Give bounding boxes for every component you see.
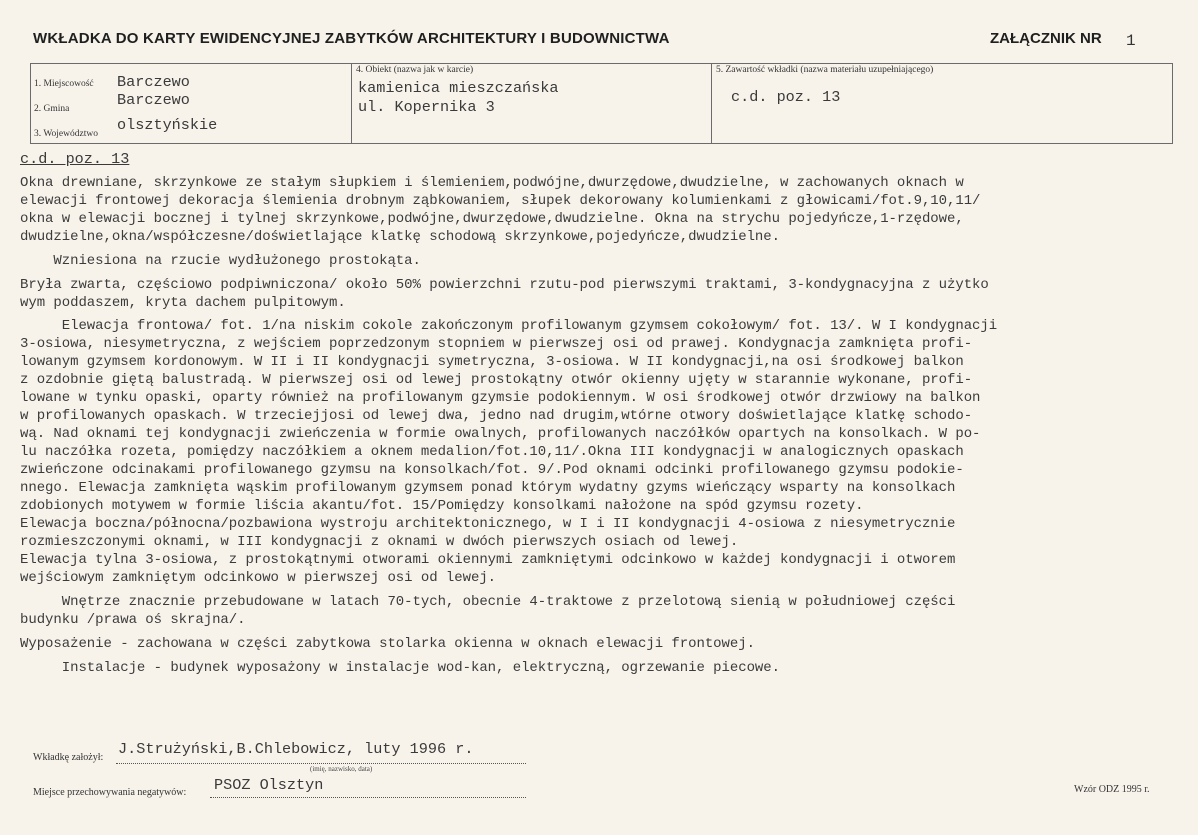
form-divider-2 [711,63,712,144]
negatives-dotted-line [210,797,526,798]
object-address: ul. Kopernika 3 [358,98,495,116]
text-line: okna w elewacji bocznej i tylnej skrzynkowe,podwójne,dwurzędowe,dwudzielne. Okna na strychu pojedyńcze,1-rzędowe, [20,211,964,227]
text-line: Elewacja tylna 3-osiowa, z prostokątnymi otworami okiennymi zamkniętymi odcinkowo w każdej kondygnacji i otworem [20,552,956,568]
text-line: z ozdobnie giętą balustradą. W pierwszej osi od lewej prostokątny otwór okienny ujęty w starannie wykonane, profi- [20,372,973,388]
negatives-label: Miejsce przechowywania negatywów: [33,787,187,798]
text-line: wą. Nad oknami tej kondygnacji zwieńczenia w formie owalnych, profilowanych naczółków opartych na konsolkach. W po- [20,426,981,442]
form-divider-1 [351,63,352,144]
form-bottom-border [30,143,1173,144]
annex-label: ZAŁĄCZNIK NR [990,30,1102,47]
form-left-border [30,63,31,144]
contents-value: c.d. poz. 13 [731,88,841,106]
section-heading: c.d. poz. 13 [20,150,130,168]
town-label: 1. Miejscowość [34,79,94,89]
commune-label: 2. Gmina [34,104,70,114]
object-label: 4. Obiekt (nazwa jak w karcie) [356,65,474,75]
text-line: dwudzielne,okna/współczesne/doświetlające klatkę schodową skrzynkowe,pojedyńcze,dwudzielne. [20,229,780,245]
text-line: rozmieszczonymi oknami, w III kondygnacji z oknami w dwóch pierwszych osiach od lewej. [20,534,739,550]
contents-label: 5. Zawartość wkładki (nazwa materiału uzupełniającego) [716,65,934,75]
text-line: w profilowanych opaskach. W trzeciejjosi od lewej dwa, jedno nad drugim,wtórne otwory doświetlające klatkę schodo- [20,408,973,424]
text-line: Bryła zwarta, częściowo podpiwniczona/ około 50% powierzchni rzutu-pod pierwszymi traktami, 3-kondygnacyjna z użytko [20,277,989,293]
form-right-border [1172,63,1173,144]
text-line: zwieńczone odcinakami profilowanego gzymsu na konsolkach/fot. 9/.Pod oknami odcinki profilowanego gzymsu podokie- [20,462,964,478]
author-label: Wkładkę założył: [33,752,104,763]
text-line: nnego. Elewacja zamknięta wąskim profilowanym gzymsem ponad którym wydatny gzyms wieńczący wsparty na konsolkach [20,480,956,496]
town-value: Barczewo [117,73,190,91]
text-line: budynku /prawa oś skrajna/. [20,612,246,628]
text-line: lu naczółka rozeta, pomiędzy naczółkiem a oknem medalion/fot.10,11/.Okna III kondygnacji w analogicznych opaskach [20,444,964,460]
form-reference: Wzór ODZ 1995 r. [1074,784,1150,795]
text-line: Elewacja frontowa/ fot. 1/na niskim cokole zakończonym profilowanym gzymsem cokołowym/ fot. 13/. W I kondygnacji [20,318,998,334]
text-line: Wnętrze znacznie przebudowane w latach 70-tych, obecnie 4-traktowe z przelotową sienią w południowej części [20,594,956,610]
text-line: lowane w tynku opaski, oparty również na profilowanym gzymsie podokiennym. W osi środkowej otwór drzwiowy na balkon [20,390,981,406]
text-line: Elewacja boczna/północna/pozbawiona wystroju architektonicznego, w I i II kondygnacji 4-osiowa z niesymetrycznie [20,516,956,532]
author-hint: (imię, nazwisko, data) [310,765,373,773]
text-line: wejściowym zamkniętym odcinkowo w pierwszej osi od lewej. [20,570,497,586]
commune-value: Barczewo [117,91,190,109]
text-line: wym poddaszem, kryta dachem pulpitowym. [20,295,346,311]
text-line: lowanym gzymsem kordonowym. W II i II kondygnacji symetryczna, 3-osiowa. W II kondygnacji,na osi środkowej balkon [20,354,964,370]
author-dotted-line [116,763,526,764]
negatives-value: PSOZ Olsztyn [214,776,324,794]
author-value: J.Strużyński,B.Chlebowicz, luty 1996 r. [118,740,474,758]
voivodeship-label: 3. Województwo [34,129,98,139]
text-line: Wyposażenie - zachowana w części zabytkowa stolarka okienna w oknach elewacji frontowej. [20,636,755,652]
text-line: Instalacje - budynek wyposażony w instalacje wod-kan, elektryczną, ogrzewanie piecowe. [20,660,780,676]
voivodeship-value: olsztyńskie [117,116,218,134]
text-line: Okna drewniane, skrzynkowe ze stałym słupkiem i ślemieniem,podwójne,dwurzędowe,dwudzielne, w zachowanych oknach w [20,175,964,191]
card-title: WKŁADKA DO KARTY EWIDENCYJNEJ ZABYTKÓW ARCHITEKTURY I BUDOWNICTWA [33,30,670,47]
text-line: zdobionych motywem w formie liścia akantu/fot. 15/Pomiędzy konsolkami nałożone na spód gzymsu rozety. [20,498,864,514]
annex-number: 1 [1126,32,1136,50]
text-line: Wzniesiona na rzucie wydłużonego prostokąta. [20,253,421,269]
form-top-border [30,63,1173,64]
text-line: elewacji frontowej dekoracja ślemienia drobnym ząbkowaniem, słupek dekorowany kolumienkami z głowicami/fot.9,10,11/ [20,193,981,209]
text-line: 3-osiowa, niesymetryczna, z wejściem poprzedzonym stopniem w pierwszej osi od prawej. Kondygnacja zamknięta profi- [20,336,973,352]
object-name: kamienica mieszczańska [358,79,559,97]
